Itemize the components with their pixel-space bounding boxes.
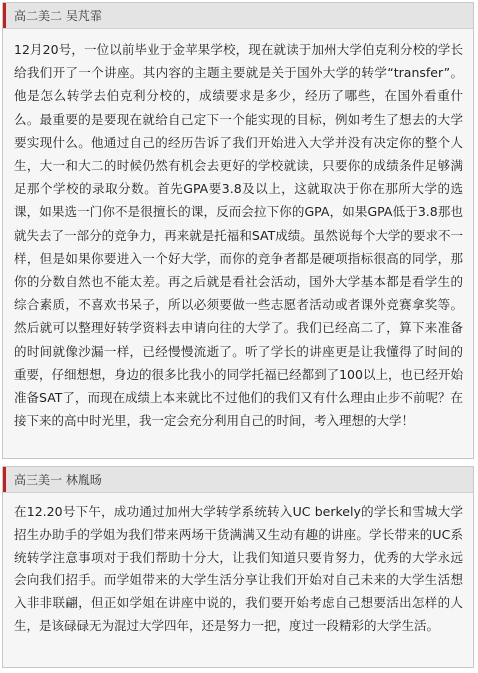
article-body: 在12.20号下午，成功通过加州大学转学系统转入UC berkely的学长和雪城大学招生办助手的学姐为我们带来两场干货满满又生动有趣的讲座。学长带来的UC系统转学注意事项对于我们帮助十分大，让我们知道只要肯努力，优秀的大学永远会向我们招手。而学姐带来的大学生活分享让我们开始对自己未来的大学生活想入非非联翩，但正如学姐在讲座中说的，我们要开始考虑自己想要活出怎样的人生，是该碌碌无为混过大学四年，还是努力一把，度过一段精彩的大学生活。 (14, 504, 463, 633)
card-header-1 (3, 3, 473, 29)
article-card-1 (2, 2, 474, 459)
author-title: 高二美二 吴芃霏 (14, 9, 102, 23)
article-card-2 (2, 466, 474, 668)
article-body: 12月20号，一位以前毕业于金苹果学校，现在就读于加州大学伯克利分校的学长给我们开了一个讲座。其内容的主题主要就是关于国外大学的转学“transfer”。他是怎么转学去伯克利分校的，成绩要求是多少，经历了哪些，在国外看重什么。最重要的是要现在就给自己定下一个能实现的目标，例如考生了想去的大学要实现什么。他通过自己的经历告诉了我们开始进入大学并没有决定你的整个人生，大一和大二的时候仍然有机会去更好的学校就读，只要你的成绩条件足够满足那个学校的录取分数。首先GPA要3.8及以上，这就取决于你在那所大学的选课，如果选一门你不是很擅长的课，反而会拉下你的GPA，如果GPA低于3.8那也就失去了一部分的竞争力，再来就是托福和SAT成绩。虽然说每个大学的要求不一样，但是如果你要进入一个好大学，而你的竞争者都是硬项指标很高的同学，那你的分数自然也不能太差。再之后就是看社会活动，国外大学基本都是看学生的综合素质，不喜欢书呆子，所以必须要做一些志愿者活动或者课外竞赛拿奖等。然后就可以整理好转学资料去申请向往的大学了。我们已经高二了，算下来准备的时间就像沙漏一样，已经慢慢流逝了。听了学长的讲座更是让我懂得了时间的重要，仔细想想，身边的很多比我小的同学托福已经都到了100以上，也已经开始准备SAT了，而现在成绩上本来就比不过他们的我们又有什么理由止步不前呢？在接下来的高中时光里，我一定会充分利用自己的时间，考入理想的大学！ (14, 42, 463, 429)
card-header-2 (3, 467, 473, 493)
accent-bar (3, 467, 6, 492)
accent-bar (3, 3, 6, 28)
author-title: 高三美一 林胤旸 (14, 473, 102, 487)
